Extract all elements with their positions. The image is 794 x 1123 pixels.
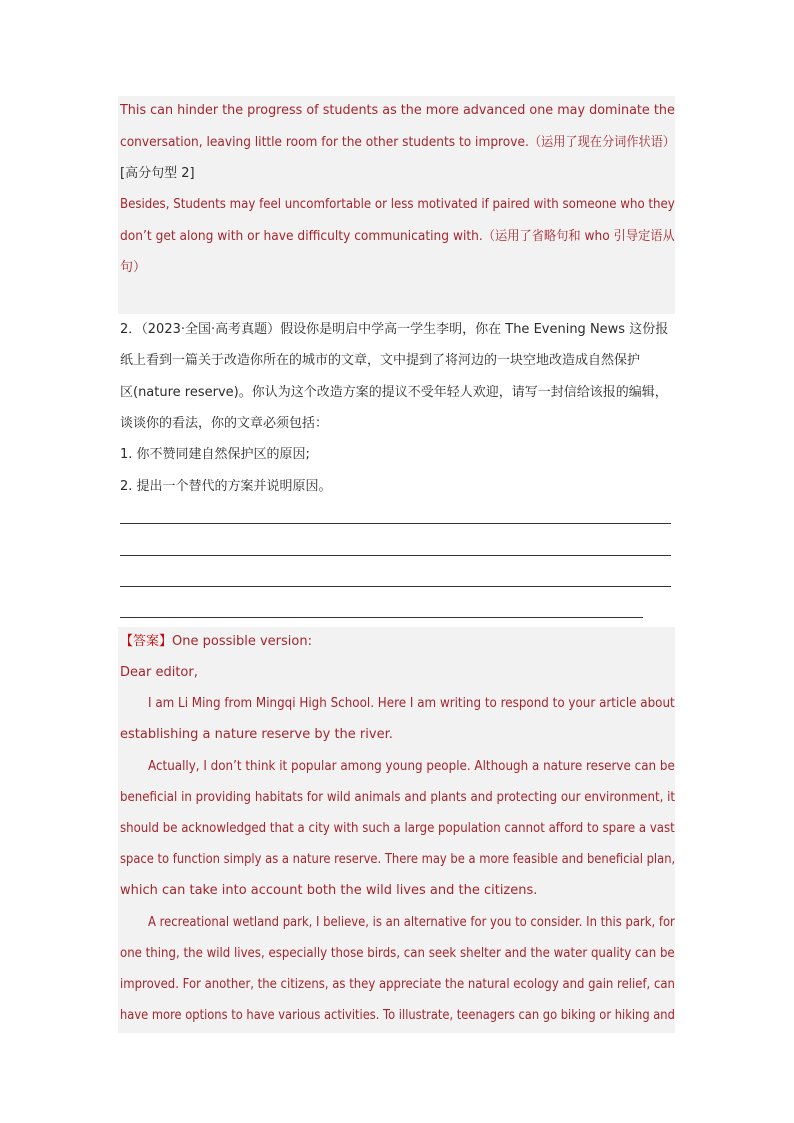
- blank-line: [120, 555, 671, 556]
- question-line-1: 2．（2023·全国·高考真题）假设你是明启中学高一学生李明，你在 The Evening News 这份报: [120, 322, 669, 337]
- answer-line: improved. For another, the citizens, as they appreciate the natural ecology and gain relief, can: [120, 977, 675, 992]
- question-line-4: 谈谈你的看法，你的文章必须包括：: [120, 416, 329, 431]
- answer-label-rest: One possible version:: [172, 634, 312, 649]
- question-line-2: 纸上看到一篇关于改造你所在的城市的文章，文中提到了将河边的一块空地改造成自然保护: [120, 353, 641, 368]
- top-line-5: don’t get along with or have difficulty communicating with.（运用了省略句和 who 引导定语从: [120, 229, 675, 244]
- blank-line: [120, 617, 643, 618]
- answer-line: which can take into account both the wild lives and the citizens.: [120, 883, 538, 898]
- blank-line: [120, 586, 671, 587]
- pattern-label: [高分句型 2]: [120, 166, 195, 181]
- answer-line: beneficial in providing habitats for wild animals and plants and protecting our environment, it: [120, 790, 676, 805]
- answer-line: establishing a nature reserve by the river.: [120, 727, 393, 742]
- answer-line: Actually, I don’t think it popular among young people. Although a nature reserve can be: [148, 759, 675, 774]
- answer-label: 【答案】: [120, 634, 173, 649]
- top-line-6: 句）: [120, 260, 147, 275]
- answer-line: one thing, the wild lives, especially those birds, can seek shelter and the water quality can be: [120, 946, 675, 961]
- question-item-2: 2. 提出一个替代的方案并说明原因。: [120, 479, 332, 494]
- top-line-4: Besides, Students may feel uncomfortable or less motivated if paired with someone who they: [120, 197, 675, 212]
- top-line-2: conversation, leaving little room for the other students to improve.（运用了现在分词作状语）: [120, 135, 676, 150]
- answer-line: I am Li Ming from Mingqi High School. Here I am writing to respond to your article about: [148, 696, 675, 711]
- question-line-3: 区(nature reserve)。你认为这个改造方案的提议不受年轻人欢迎，请写一封信给该报的编辑，: [120, 385, 668, 400]
- question-item-1: 1. 你不赞同建自然保护区的原因;: [120, 447, 310, 462]
- answer-line: A recreational wetland park, I believe, is an alternative for you to consider. In this park, for: [148, 915, 675, 930]
- top-line-1: This can hinder the progress of students as the more advanced one may dominate the: [120, 103, 675, 118]
- answer-line: should be acknowledged that a city with such a large population cannot afford to spare a vast: [120, 821, 675, 836]
- answer-heading: [120, 632, 312, 652]
- answer-line: space to function simply as a nature reserve. There may be a more feasible and beneficial plan,: [120, 852, 676, 867]
- salutation: Dear editor,: [120, 665, 198, 680]
- blank-line: [120, 523, 671, 524]
- answer-line: have more options to have various activities. To illustrate, teenagers can go biking or hiking and: [120, 1008, 675, 1023]
